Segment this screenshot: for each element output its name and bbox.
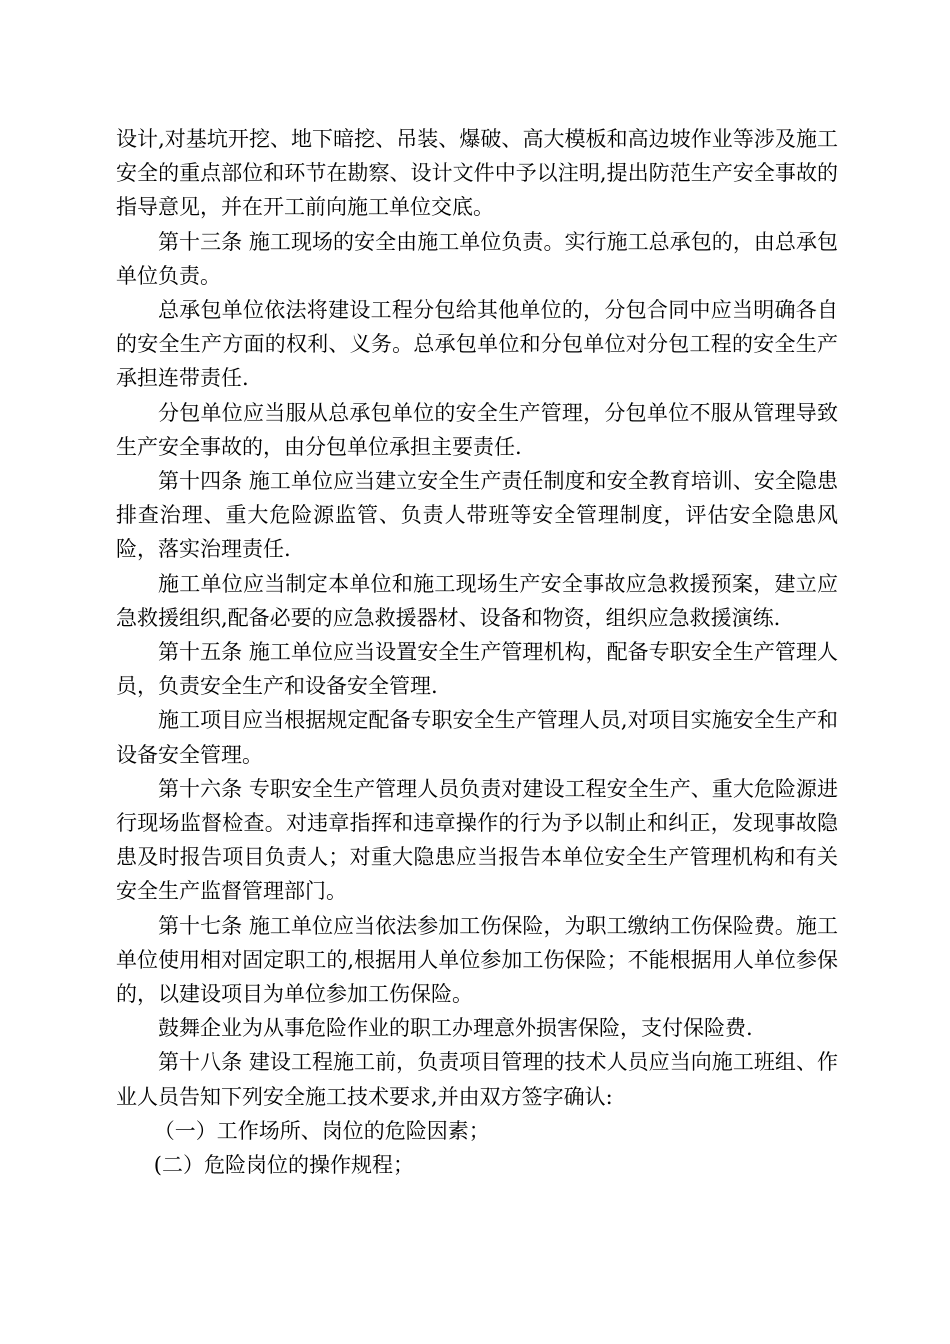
- article-13: 第十三条 施工现场的安全由施工单位负责。实行施工总承包的，由总承包单位负责。: [116, 229, 838, 288]
- article-14: 第十四条 施工单位应当建立安全生产责任制度和安全教育培训、安全隐患排查治理、重大危险源监管、负责人带班等安全管理制度，评估安全隐患风险，落实治理责任.: [116, 469, 838, 562]
- article-14-paragraph-2: 施工单位应当制定本单位和施工现场生产安全事故应急救援预案，建立应急救援组织,配备必要的应急救援器材、设备和物资，组织应急救援演练.: [116, 571, 838, 630]
- article-18-item-2: (二）危险岗位的操作规程；: [153, 1153, 414, 1178]
- article-17-paragraph-2: 鼓舞企业为从事危险作业的职工办理意外损害保险，支付保险费.: [158, 1016, 753, 1041]
- article-15: 第十五条 施工单位应当设置安全生产管理机构，配备专职安全生产管理人员，负责安全生产和设备安全管理.: [116, 640, 838, 699]
- article-18: 第十八条 建设工程施工前，负责项目管理的技术人员应当向施工班组、作业人员告知下列安全施工技术要求,并由双方签字确认:: [116, 1050, 838, 1109]
- article-16: 第十六条 专职安全生产管理人员负责对建设工程安全生产、重大危险源进行现场监督检查。对违章指挥和违章操作的行为予以制止和纠正，发现事故隐患及时报告项目负责人；对重大隐患应当报告本单位安全生产管理机构和有关安全生产监督管理部门。: [116, 776, 838, 904]
- article-13-paragraph-2: 总承包单位依法将建设工程分包给其他单位的，分包合同中应当明确各自的安全生产方面的权利、义务。总承包单位和分包单位对分包工程的安全生产承担连带责任.: [116, 298, 838, 391]
- article-18-item-1: （一）工作场所、岗位的危险因素；: [153, 1118, 490, 1143]
- paragraph-continuation: 设计,对基坑开挖、地下暗挖、吊装、爆破、高大模板和高边坡作业等涉及施工安全的重点部位和环节在勘察、设计文件中予以注明,提出防范生产安全事故的指导意见，并在开工前向施工单位交底。: [116, 127, 838, 220]
- article-15-paragraph-2: 施工项目应当根据规定配备专职安全生产管理人员,对项目实施安全生产和设备安全管理。: [116, 708, 838, 767]
- article-13-paragraph-3: 分包单位应当服从总承包单位的安全生产管理，分包单位不服从管理导致生产安全事故的，由分包单位承担主要责任.: [116, 400, 838, 459]
- document-body: [116, 122, 838, 1182]
- article-17: 第十七条 施工单位应当依法参加工伤保险，为职工缴纳工伤保险费。施工单位使用相对固定职工的,根据用人单位参加工伤保险；不能根据用人单位参保的，以建设项目为单位参加工伤保险。: [116, 913, 838, 1007]
